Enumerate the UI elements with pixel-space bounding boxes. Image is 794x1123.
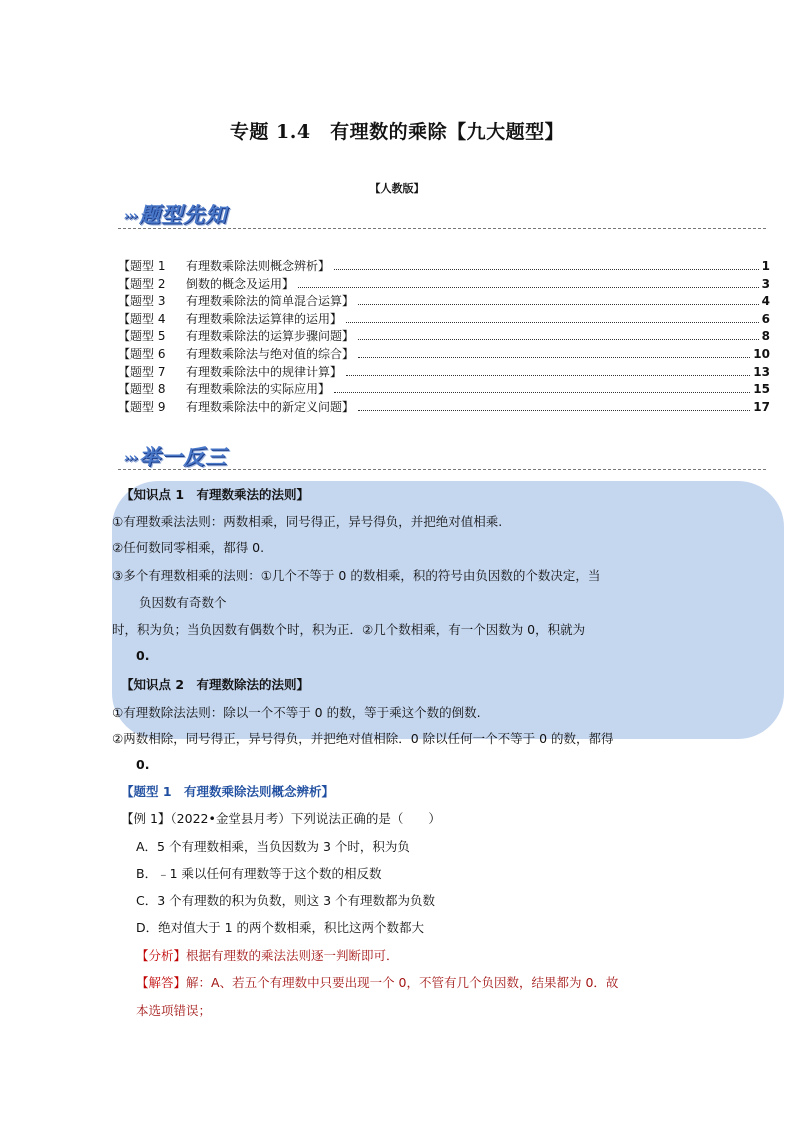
toc-entry[interactable] [118,311,770,329]
triple-arrow-icon: ››› [124,209,138,224]
toc-title: 有理数乘除法与绝对值的综合】 [186,346,355,361]
toc-leader [346,322,759,323]
toc-page-number: 15 [753,382,770,397]
toc-leader [358,339,759,340]
knowledge-1-line: 时，积为负；当负因数有偶数个时，积为正．②几个数相乘，有一个因数为 0，积就为 [112,622,586,637]
toc-entry[interactable] [118,276,770,294]
toc-tag: 【题型 2 [118,276,166,291]
toc-entry[interactable] [118,364,770,382]
option-d: D．绝对值大于 1 的两个数相乘，积比这两个数都大 [136,920,425,935]
page-title: 专题 1.4 有理数的乘除【九大题型】 [229,121,565,143]
answer-line [136,973,618,991]
knowledge-1-line: 负因数有奇数个 [139,595,227,610]
banner-question-types [124,199,227,229]
knowledge-1-line: ②任何数同零相乘，都得 0. [112,540,265,555]
toc-leader [346,375,750,376]
toc-tag: 【题型 9 [118,399,166,414]
knowledge-2-line: ②两数相除，同号得正，异号得负，并把绝对值相除．0 除以任何一个不等于 0 的数，都得 [112,731,614,746]
banner-text: 举一反三 [139,445,228,469]
question-type-title: 【题型 1 有理数乘除法则概念辨析】 [121,784,335,799]
toc-page-number: 17 [753,399,770,414]
toc-title: 有理数乘除法中的规律计算】 [186,364,343,379]
knowledge-2-title: 【知识点 2 有理数除法的法则】 [121,677,310,692]
toc-tag: 【题型 3 [118,294,166,309]
answer-tag: 【解答】 [136,975,187,990]
toc-leader [358,357,750,358]
toc-title: 倒数的概念及运用】 [186,276,295,291]
table-of-contents [118,258,770,416]
toc-title: 有理数乘除法的简单混合运算】 [186,294,355,309]
toc-tag: 【题型 8 [118,382,166,397]
knowledge-2-line: 0. [136,757,150,772]
option-b: B．﹣1 乘以任何有理数等于这个数的相反数 [136,866,382,881]
toc-entry[interactable] [118,346,770,364]
toc-tag: 【题型 4 [118,311,166,326]
toc-page-number: 6 [761,311,770,326]
toc-tag: 【题型 1 [118,259,166,273]
knowledge-1-line: 0. [136,648,150,663]
toc-title: 有理数乘除法中的新定义问题】 [186,399,355,414]
option-a: A．5 个有理数相乘，当负因数为 3 个时，积为负 [136,839,410,854]
toc-entry[interactable] [118,399,770,417]
toc-entry[interactable] [118,258,770,276]
analysis-line [136,946,399,964]
option-c: C．3 个有理数的积为负数，则这 3 个有理数都为负数 [136,893,436,908]
knowledge-1-title: 【知识点 1 有理数乘法的法则】 [121,487,310,502]
toc-entry[interactable] [118,381,770,399]
banner-text: 题型先知 [139,203,228,227]
answer-line-2: 本选项错误； [136,1003,212,1018]
toc-leader [334,269,759,270]
edition-label: 【人教版】 [369,182,425,195]
toc-leader [358,304,759,305]
answer-text: 解：A、若五个有理数中只要出现一个 0，不管有几个负因数，结果都为 0．故 [186,975,619,990]
divider [118,469,766,470]
banner-examples [124,441,227,471]
toc-page-number: 3 [761,276,770,291]
toc-page-number: 1 [761,259,770,273]
toc-tag: 【题型 7 [118,364,166,379]
analysis-text: 根据有理数的乘法法则逐一判断即可． [186,948,399,963]
toc-tag: 【题型 5 [118,329,166,344]
toc-entry[interactable] [118,293,770,311]
toc-page-number: 8 [761,329,770,344]
toc-title: 有理数乘除法的运算步骤问题】 [186,329,355,344]
knowledge-1-line: ③多个有理数相乘的法则：①几个不等于 0 的数相乘，积的符号由负因数的个数决定，当 [112,568,601,583]
knowledge-2-line: ①有理数除法法则：除以一个不等于 0 的数，等于乘这个数的倒数. [112,705,481,720]
example-stem: 【例 1】（2022•金堂县月考）下列说法正确的是（ ） [121,811,441,826]
analysis-tag: 【分析】 [136,948,187,963]
toc-page-number: 4 [761,294,770,309]
toc-tag: 【题型 6 [118,346,166,361]
toc-page-number: 10 [753,346,770,361]
toc-title: 有理数乘除法运算律的运用】 [186,311,343,326]
toc-leader [334,392,750,393]
toc-leader [358,410,750,411]
toc-leader [298,287,759,288]
triple-arrow-icon: ››› [124,451,138,466]
toc-title: 有理数乘除法的实际应用】 [186,382,331,397]
toc-entry[interactable] [118,328,770,346]
toc-title: 有理数乘除法则概念辨析】 [186,259,331,273]
divider [118,228,766,229]
toc-page-number: 13 [753,364,770,379]
knowledge-1-line: ①有理数乘法法则：两数相乘，同号得正，异号得负，并把绝对值相乘. [112,514,503,529]
